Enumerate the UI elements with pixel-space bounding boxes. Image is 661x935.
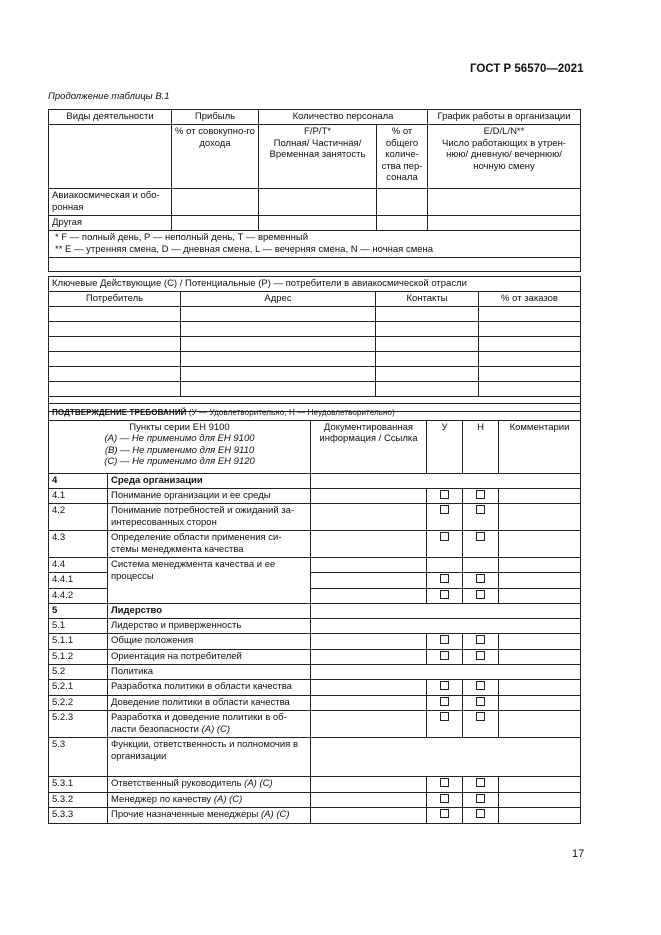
req-text-cell	[108, 808, 311, 824]
checkbox-u[interactable]	[440, 574, 449, 583]
req-text: Доведение политики в области качества	[108, 695, 311, 711]
requirements-table	[48, 403, 581, 824]
req-num: 5.2.3	[49, 711, 108, 738]
req-text: Политика	[108, 665, 311, 680]
row-other: Другая	[49, 216, 172, 231]
checkbox-n[interactable]	[476, 574, 485, 583]
req-num: 5.2.2	[49, 695, 108, 711]
points-a: (A) — Не применимо для ЕН 9100	[104, 433, 255, 444]
points-c: (C) — Не применимо для ЕН 9120	[104, 456, 255, 467]
table-row	[49, 382, 581, 397]
checkbox-n[interactable]	[476, 590, 485, 599]
activity-table	[48, 109, 581, 272]
confirm-note: (У — Удовлетворительно, Н — Неудовлетворительно)	[188, 408, 395, 417]
checkbox-n[interactable]	[476, 697, 485, 706]
table-row	[49, 649, 581, 665]
table-row	[49, 531, 581, 558]
checkbox-u[interactable]	[440, 505, 449, 514]
req-suffix: (A) (C)	[261, 809, 290, 820]
req-text: Разработка политики в области качества	[108, 680, 311, 696]
footnote-2: ** E — утренняя смена, D — дневная смена, L — вечерняя смена, N — ночная смена	[55, 243, 434, 255]
req-text: Менеджер по качеству	[111, 793, 214, 805]
col-points	[49, 420, 311, 473]
req-suffix: (A) (C)	[244, 778, 273, 789]
footnotes	[49, 231, 581, 258]
page-number: 17	[572, 848, 585, 860]
col-doc: Документированная информация / Ссылка	[311, 420, 427, 473]
req-num: 4.4	[49, 558, 108, 573]
sub-fpt-desc: Полная/ Частичная/ Временная занятость	[269, 137, 366, 160]
req-num: 5.3.3	[49, 808, 108, 824]
req-num: 4.1	[49, 488, 108, 504]
col-staff: Количество персонала	[259, 110, 428, 125]
table-row	[49, 738, 581, 777]
req-text: Функции, ответственность и полномочия в организации	[108, 738, 311, 777]
continuation-label: Продолжение таблицы В.1	[48, 91, 170, 102]
req-text: Система менеджмента качества и ее процессы	[108, 558, 311, 604]
sub-edln	[428, 125, 581, 189]
req-text: Разработка и доведение политики в об-ласти безопасности	[111, 712, 287, 735]
points-b: (B) — Не применимо для ЕН 9110	[104, 444, 255, 456]
req-suffix: (A) (C)	[201, 723, 231, 735]
req-num: 5	[49, 604, 108, 619]
table-row	[49, 711, 581, 738]
checkbox-u[interactable]	[440, 697, 449, 706]
table-row	[49, 367, 581, 382]
req-text-cell	[108, 777, 311, 793]
sub-edln-desc: Число работающих в утрен-нюю/ дневную/ вечернюю/ ночную смену	[442, 137, 566, 172]
checkbox-u[interactable]	[440, 778, 449, 787]
req-text: Ответственный руководитель	[111, 778, 245, 789]
checkbox-u[interactable]	[440, 712, 449, 721]
col-activity: Виды деятельности	[49, 110, 172, 125]
checkbox-u[interactable]	[440, 635, 449, 644]
sub-fpt-code: F/P/T*	[304, 126, 331, 137]
req-text: Понимание организации и ее среды	[108, 488, 311, 504]
sub-pct: % от общего количе-ства пер-сонала	[377, 125, 428, 189]
req-text: Определение области применения си-стемы менеджмента качества	[108, 531, 311, 558]
checkbox-n[interactable]	[476, 681, 485, 690]
table-row	[49, 792, 581, 808]
checkbox-n[interactable]	[476, 778, 485, 787]
table-row	[49, 558, 581, 573]
consumers-title: Ключевые Действующие (C) / Потенциальные (P) — потребители в авиакосмической отрасли	[49, 277, 581, 292]
req-num: 5.3.2	[49, 792, 108, 808]
req-text: Лидерство	[108, 604, 311, 619]
checkbox-n[interactable]	[476, 794, 485, 803]
req-num: 4.2	[49, 504, 108, 531]
checkbox-u[interactable]	[440, 809, 449, 818]
table-row	[49, 473, 581, 488]
table-row	[49, 777, 581, 793]
col-comments: Комментарии	[499, 420, 581, 473]
col-profit: Прибыль	[172, 110, 259, 125]
sub-fpt	[259, 125, 377, 189]
req-text-cell	[108, 792, 311, 808]
checkbox-n[interactable]	[476, 505, 485, 514]
req-suffix: (A) (C)	[213, 793, 243, 805]
req-num: 5.3	[49, 738, 108, 777]
table-row	[49, 695, 581, 711]
req-num: 4.3	[49, 531, 108, 558]
col-contacts: Контакты	[376, 292, 479, 307]
row-aero: Авиакосмическая и обо-ронная	[49, 189, 172, 216]
col-consumer: Потребитель	[49, 292, 181, 307]
col-orders: % от заказов	[479, 292, 581, 307]
table-row	[49, 352, 581, 367]
table-row	[49, 488, 581, 504]
checkbox-n[interactable]	[476, 712, 485, 721]
points-title: Пункты серии ЕН 9100	[129, 421, 230, 433]
table-row	[49, 337, 581, 352]
req-text: Среда организации	[108, 473, 311, 488]
confirm-title	[49, 404, 581, 421]
consumers-table	[48, 276, 581, 412]
checkbox-u[interactable]	[440, 651, 449, 660]
req-num: 4.4.1	[49, 573, 108, 589]
req-num: 5.3.1	[49, 777, 108, 793]
col-u: У	[427, 420, 463, 473]
table-row	[49, 680, 581, 696]
checkbox-n[interactable]	[476, 809, 485, 818]
checkbox-n[interactable]	[476, 532, 485, 541]
table-row	[49, 808, 581, 824]
req-num: 5.2	[49, 665, 108, 680]
req-num: 5.1.2	[49, 649, 108, 665]
req-text: Ориентация на потребителей	[108, 649, 311, 665]
confirm-title-bold: ПОДТВЕРЖДЕНИЕ ТРЕБОВАНИЙ	[52, 408, 187, 417]
col-address: Адрес	[181, 292, 376, 307]
checkbox-u[interactable]	[440, 590, 449, 599]
sub-edln-code: E/D/L/N**	[483, 126, 525, 137]
checkbox-u[interactable]	[440, 532, 449, 541]
req-text: Лидерство и приверженность	[108, 619, 311, 634]
req-text: Понимание потребностей и ожиданий за-интересованных сторон	[108, 504, 311, 531]
checkbox-u[interactable]	[440, 490, 449, 499]
checkbox-n[interactable]	[476, 635, 485, 644]
req-num: 4	[49, 473, 108, 488]
req-num: 5.2.1	[49, 680, 108, 696]
table-row	[49, 307, 581, 322]
req-text-cell	[108, 711, 311, 738]
table-row	[49, 604, 581, 619]
table-row	[49, 619, 581, 634]
table-row	[49, 665, 581, 680]
col-schedule: График работы в организации	[428, 110, 581, 125]
sub-profit: % от совокупно-го дохода	[172, 125, 259, 189]
checkbox-n[interactable]	[476, 490, 485, 499]
checkbox-n[interactable]	[476, 651, 485, 660]
req-text: Прочие назначенные менеджеры	[111, 809, 262, 820]
table-row	[49, 634, 581, 650]
col-n: Н	[463, 420, 499, 473]
table-row	[49, 322, 581, 337]
checkbox-u[interactable]	[440, 794, 449, 803]
req-num: 5.1	[49, 619, 108, 634]
checkbox-u[interactable]	[440, 681, 449, 690]
req-text: Общие положения	[108, 634, 311, 650]
footnote-1: * F — полный день, P — неполный день, T — временный	[55, 232, 309, 243]
req-num: 4.4.2	[49, 588, 108, 604]
req-num: 5.1.1	[49, 634, 108, 650]
standard-header: ГОСТ Р 56570—2021	[470, 63, 584, 75]
table-row	[49, 504, 581, 531]
